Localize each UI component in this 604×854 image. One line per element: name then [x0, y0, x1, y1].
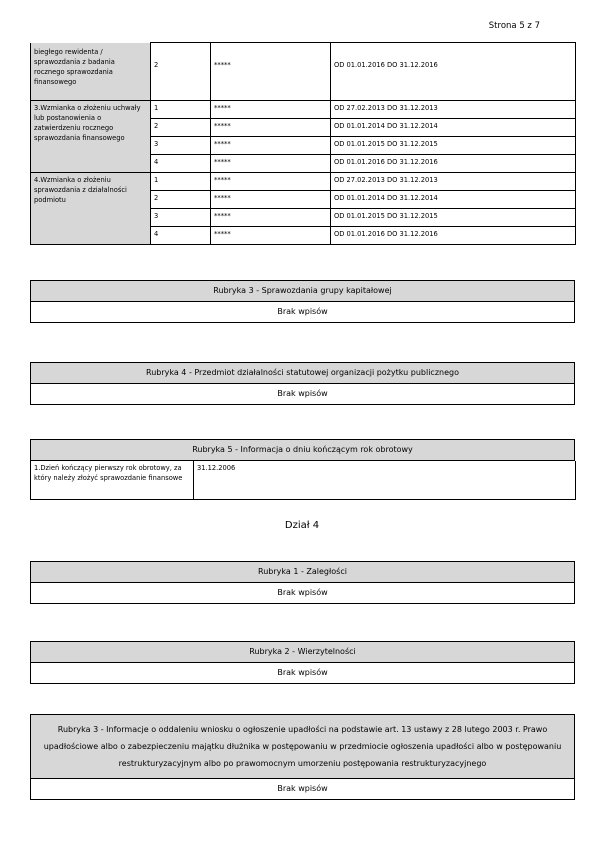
row-period: OD 01.01.2015 DO 31.12.2015 — [331, 137, 576, 155]
row-number: 4 — [151, 227, 211, 245]
field-label: 1.Dzień kończący pierwszy rok obrotowy, za który należy złożyć sprawozdanie finansowe — [31, 461, 194, 499]
row-period: OD 27.02.2013 DO 31.12.2013 — [331, 101, 576, 119]
section-title: Rubryka 5 - Informacja o dniu kończącym rok obrotowy — [30, 439, 575, 461]
row-value: ***** — [211, 209, 331, 227]
row-number: 3 — [151, 137, 211, 155]
row-value: ***** — [211, 191, 331, 209]
page-number: Strona 5 z 7 — [488, 21, 540, 31]
row-label: 4.Wzmianka o złożeniu sprawozdania z działalności podmiotu — [31, 173, 151, 245]
table-row — [31, 461, 576, 499]
section-dzial4-rubryka-1 — [30, 561, 575, 604]
row-value: ***** — [211, 227, 331, 245]
section-dzial4-rubryka-3 — [30, 714, 575, 800]
row-value: ***** — [211, 155, 331, 173]
section-title: Rubryka 3 - Informacje o oddaleniu wniosku o ogłoszenie upadłości na podstawie art. 13 ustawy z 28 lutego 2003 r. Prawo upadłościowe albo o zabezpieczeniu majątku dłużnika w postępowaniu w przedmiocie ogłoszenia upadłości albo w postępowaniu restrukturyzacyjnym albo po prawomocnym umorzeniu postępowania restrukturyzacyjnego — [30, 714, 575, 779]
row-number: 4 — [151, 155, 211, 173]
section-title: Rubryka 4 - Przedmiot działalności statutowej organizacji pożytku publicznego — [30, 362, 575, 384]
row-value: ***** — [211, 173, 331, 191]
row-value: ***** — [211, 101, 331, 119]
row-period: OD 01.01.2014 DO 31.12.2014 — [331, 119, 576, 137]
section-content: Brak wpisów — [30, 779, 575, 800]
section-title: Rubryka 1 - Zaległości — [30, 561, 575, 583]
row-value: ***** — [211, 137, 331, 155]
table-row — [31, 173, 576, 191]
section-content: Brak wpisów — [30, 663, 575, 684]
filings-table — [30, 42, 576, 245]
section-rubryka-4 — [30, 362, 575, 405]
row-period: OD 01.01.2016 DO 31.12.2016 — [331, 227, 576, 245]
row-period: OD 01.01.2016 DO 31.12.2016 — [331, 155, 576, 173]
row-number: 2 — [151, 119, 211, 137]
row-number: 2 — [151, 43, 211, 101]
section-rubryka-3-grupy — [30, 280, 575, 323]
row-value: ***** — [211, 43, 331, 101]
row-period: OD 01.01.2014 DO 31.12.2014 — [331, 191, 576, 209]
row-number: 3 — [151, 209, 211, 227]
section-dzial4-rubryka-2 — [30, 641, 575, 684]
section-heading-dzial-4: Dział 4 — [284, 520, 320, 531]
row-value: ***** — [211, 119, 331, 137]
row-label: biegłego rewidenta / sprawozdania z badania rocznego sprawozdania finansowego — [31, 43, 151, 101]
row-label: 3.Wzmianka o złożeniu uchwały lub postanowienia o zatwierdzeniu rocznego sprawozdania finansowego — [31, 101, 151, 173]
section-content: Brak wpisów — [30, 302, 575, 323]
table-row — [31, 43, 576, 101]
row-period: OD 27.02.2013 DO 31.12.2013 — [331, 173, 576, 191]
row-period: OD 01.01.2015 DO 31.12.2015 — [331, 209, 576, 227]
section-title: Rubryka 2 - Wierzytelności — [30, 641, 575, 663]
section-title: Rubryka 3 - Sprawozdania grupy kapitałowej — [30, 280, 575, 302]
table-row — [31, 101, 576, 119]
section-rubryka-5 — [30, 439, 575, 500]
section-content: Brak wpisów — [30, 583, 575, 604]
row-number: 1 — [151, 173, 211, 191]
row-number: 2 — [151, 191, 211, 209]
section-content: Brak wpisów — [30, 384, 575, 405]
row-period: OD 01.01.2016 DO 31.12.2016 — [331, 43, 576, 101]
row-number: 1 — [151, 101, 211, 119]
fiscal-year-table — [30, 461, 576, 500]
field-value: 31.12.2006 — [194, 461, 576, 499]
